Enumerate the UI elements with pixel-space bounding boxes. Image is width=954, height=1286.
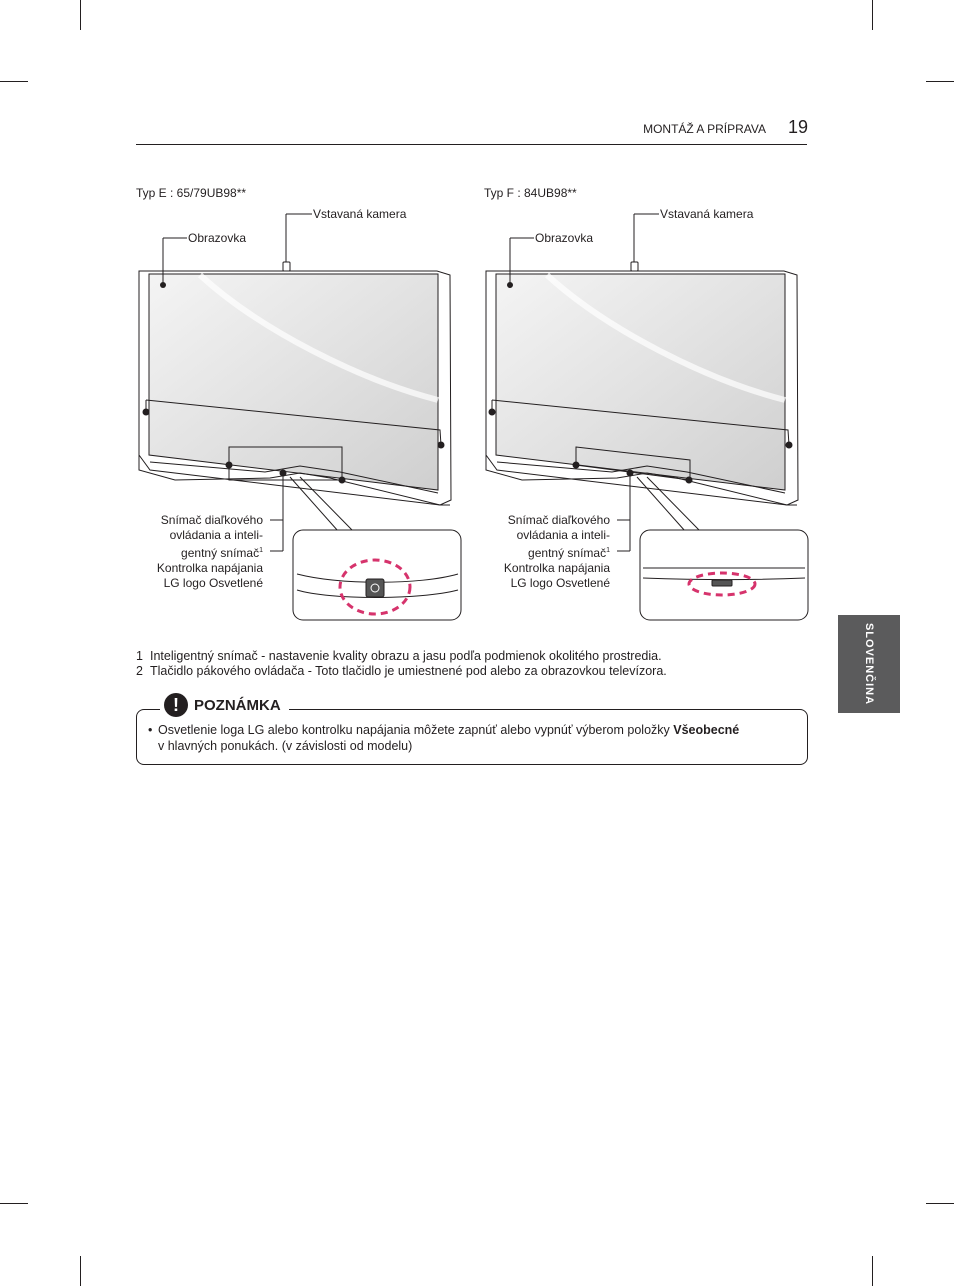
sensor-label: Snímač diaľkového ovládania a inteli- gentný snímač$^1$ Kontrolka napájania LG logo Osvetlené (503, 513, 610, 590)
tv-type-e (139, 214, 461, 620)
exclamation-icon: ! (164, 693, 188, 717)
screen-label: Obrazovka (188, 231, 247, 245)
crop-mark (926, 1203, 954, 1204)
language-tab: SLOVENČINA (838, 615, 900, 713)
footnote: 2 Tlačidlo pákového ovládača - Toto tlačidlo je umiestnené pod alebo za obrazovkou televízora. (136, 664, 667, 678)
footnote: 1 Inteligentný snímač - nastavenie kvality obrazu a jasu podľa podmienok okolitého prostredia. (136, 649, 662, 663)
section-title: MONTÁŽ A PRÍPRAVA (643, 122, 766, 136)
diagram-title: Typ F : 84UB98** (484, 186, 577, 200)
tv-type-f (486, 214, 808, 620)
camera-label: Vstavaná kamera (660, 207, 754, 221)
crop-mark (0, 1203, 28, 1204)
screen-label: Obrazovka (535, 231, 594, 245)
diagram-title: Typ E : 65/79UB98** (136, 186, 247, 200)
tv-illustrations (0, 0, 954, 640)
page-number: 19 (788, 117, 809, 137)
crop-mark (872, 1256, 873, 1286)
sensor-label: Snímač diaľkového ovládania a inteli- gentný snímač$^1$ Kontrolka napájania LG logo Osvetlené (156, 513, 263, 590)
camera-label: Vstavaná kamera (313, 207, 407, 221)
note-title: POZNÁMKA (194, 696, 281, 714)
note-header (160, 691, 289, 719)
crop-mark (80, 1256, 81, 1286)
